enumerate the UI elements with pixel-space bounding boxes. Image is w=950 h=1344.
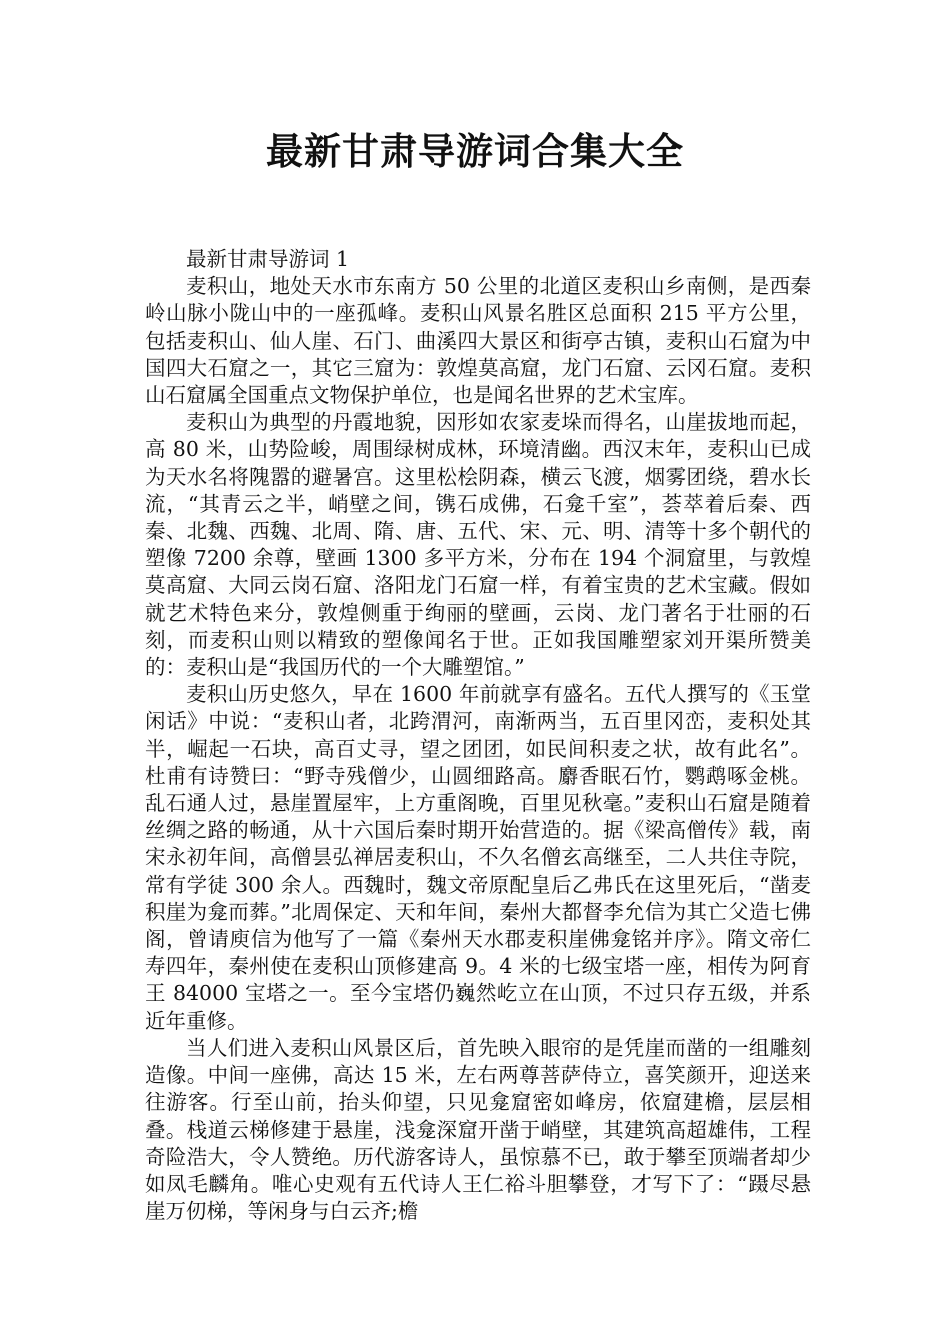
paragraph-3: 麦积山历史悠久，早在 1600 年前就享有盛名。五代人撰写的《玉堂闲话》中说：“麦积山者，北跨渭河，南渐两当，五百里冈峦，麦积处其半，崛起一石块，高百丈寻，望之团团，如民间积麦之状，故有此名”。杜甫有诗赞曰：“野寺残僧少，山圆细路高。麝香眠石竹，鹦鹉啄金桃。乱石通人过，悬崖置屋牢，上方重阁晚，百里见秋毫。”麦积山石窟是随着丝绸之路的畅通，从十六国后秦时期开始营造的。据《梁高僧传》载，南宋永初年间，高僧昙弘禅居麦积山，不久名僧玄高继至，二人共住寺院，常有学徒 300 余人。西魏时，魏文帝原配皇后乙弗氏在这里死后，“凿麦积崖为龛而葬。”北周保定、天和年间，秦州大都督李允信为其亡父造七佛阁，曾请庾信为他写了一篇《秦州天水郡麦积崖佛龛铭并序》。隋文帝仁寿四年，秦州使在麦积山顶修建高 9。4 米的七级宝塔一座，相传为阿育王 84000 宝塔之一。至今宝塔仍巍然屹立在山顶，不过只存五级，并系近年重修。 [145, 682, 811, 1033]
paragraph-1: 麦积山，地处天水市东南方 50 公里的北道区麦积山乡南侧，是西秦岭山脉小陇山中的一座孤峰。麦积山风景名胜区总面积 215 平方公里，包括麦积山、仙人崖、石门、曲溪四大景区和街亭古镇，麦积山石窟为中国四大石窟之一，其它三窟为：敦煌莫高窟，龙门石窟、云冈石窟。麦积山石窟属全国重点文物保护单位，也是闻名世界的艺术宝库。 [145, 274, 811, 408]
paragraph-4: 当人们进入麦积山风景区后，首先映入眼帘的是凭崖而凿的一组雕刻造像。中间一座佛，高达 15 米，左右两尊菩萨侍立，喜笑颜开，迎送来往游客。行至山前，抬头仰望，只见龛窟密如峰房，依窟建檐，层层相叠。栈道云梯修建于悬崖，浅龛深窟开凿于峭壁，其建筑高超雄伟，工程奇险浩大，令人赞绝。历代游客诗人，虽惊慕不已，敢于攀至顶端者却少如凤毛麟角。唯心史观有五代诗人王仁裕斗胆攀登，才写下了：“蹑尽悬崖万仞梯，等闲身与白云齐;檐 [145, 1035, 811, 1224]
section-heading: 最新甘肃导游词 1 [186, 247, 350, 271]
paragraph-2: 麦积山为典型的丹霞地貌，因形如农家麦垛而得名，山崖拔地而起，高 80 米，山势险峻，周围绿树成林，环境清幽。西汉末年，麦积山已成为天水名将隗嚣的避暑宫。这里松桧阴森，横云飞渡，烟雾团绕，碧水长流，“其青云之半，峭壁之间，镌石成佛，石龛千室”，荟萃着后秦、西秦、北魏、西魏、北周、隋、唐、五代、宋、元、明、清等十多个朝代的塑像 7200 余尊，壁画 1300 多平方米，分布在 194 个洞窟里，与敦煌莫高窟、大同云岗石窟、洛阳龙门石窟一样，有着宝贵的艺术宝藏。假如就艺术特色来分，敦煌侧重于绚丽的壁画，云岗、龙门著名于壮丽的石刻，而麦积山则以精致的塑像闻名于世。正如我国雕塑家刘开渠所赞美的：麦积山是“我国历代的一个大雕塑馆。” [145, 410, 811, 680]
document-title: 最新甘肃导游词合集大全 [266, 130, 684, 173]
document-body [145, 246, 811, 1225]
